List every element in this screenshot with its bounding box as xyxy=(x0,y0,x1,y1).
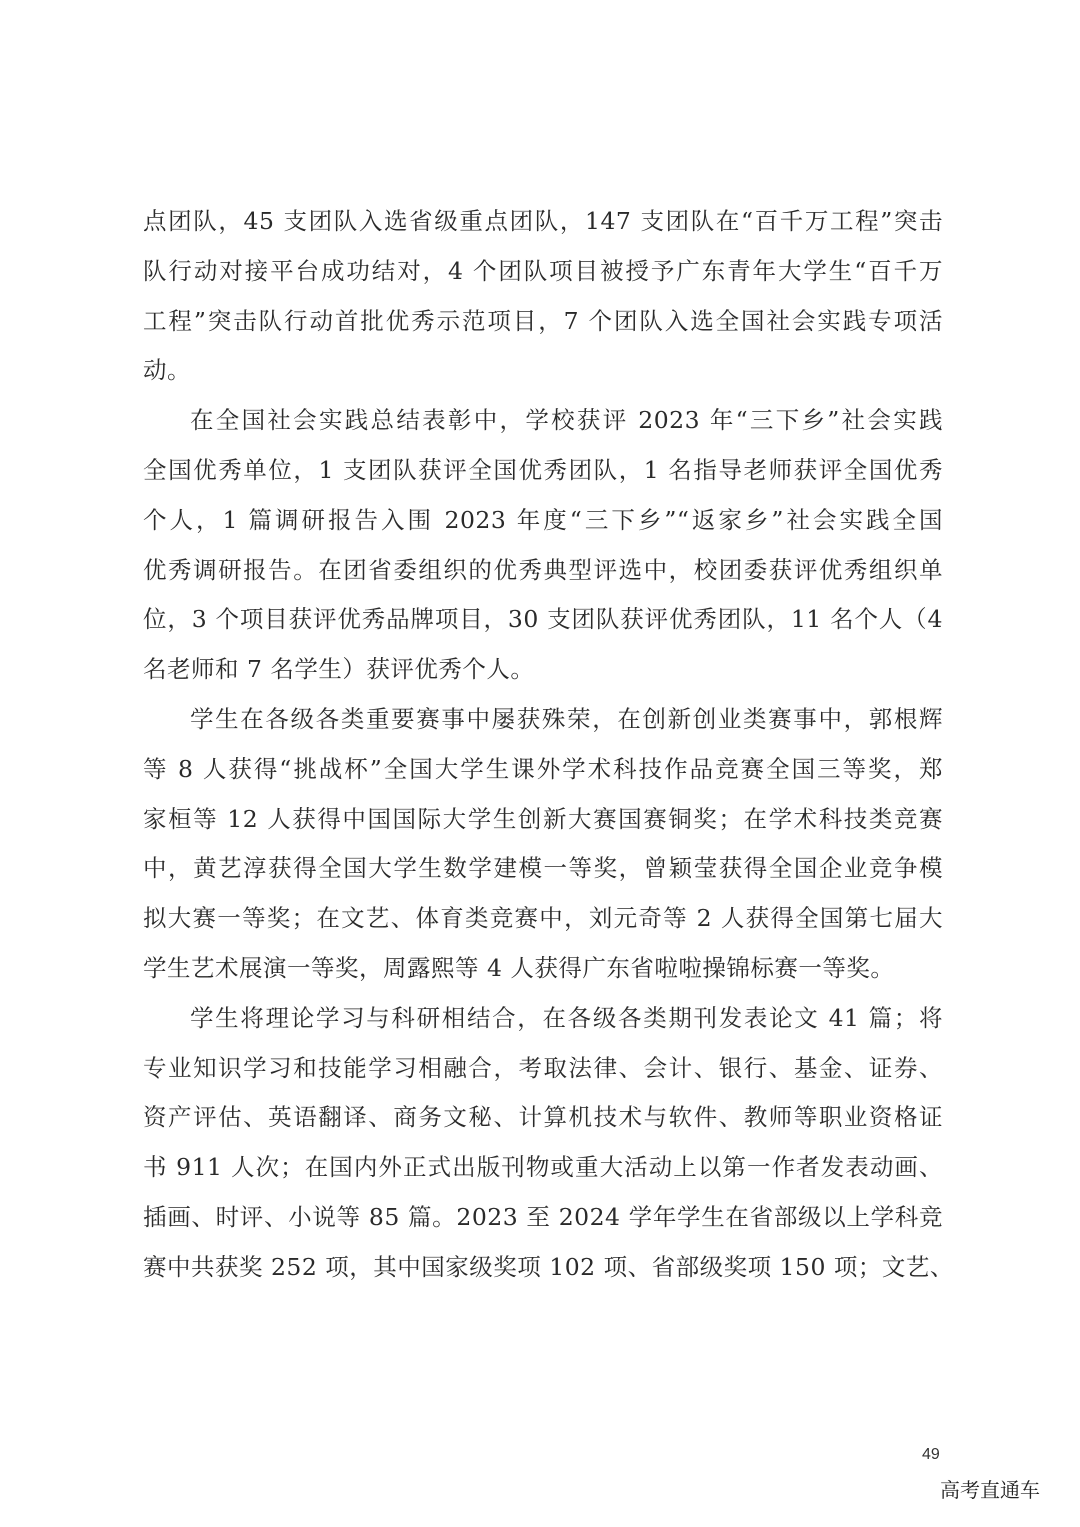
text-line: 动。 xyxy=(143,356,191,385)
text-line: 学生将理论学习与科研相结合，在各级各类期刊发表论文 41 篇；将 xyxy=(190,1003,943,1032)
paragraph xyxy=(143,197,943,396)
text-line: 赛中共获奖 252 项，其中国家级奖项 102 项、省部级奖项 150 项；文艺、 xyxy=(143,1252,954,1281)
text-line: 队行动对接平台成功结对，4 个团队项目被授予广东青年大学生“百千万 xyxy=(143,256,943,285)
paragraph xyxy=(143,695,943,994)
text-line: 专业知识学习和技能学习相融合，考取法律、会计、银行、基金、证券、 xyxy=(143,1053,943,1082)
text-line: 书 911 人次；在国内外正式出版刊物或重大活动上以第一作者发表动画、 xyxy=(143,1153,943,1182)
watermark-text: 高考直通车 xyxy=(940,1478,1040,1502)
text-line: 学生艺术展演一等奖，周露熙等 4 人获得广东省啦啦操锦标赛一等奖。 xyxy=(143,953,895,982)
text-line: 拟大赛一等奖；在文艺、体育类竞赛中，刘元奇等 2 人获得全国第七届大 xyxy=(143,904,943,933)
text-line: 全国优秀单位，1 支团队获评全国优秀团队，1 名指导老师获评全国优秀 xyxy=(143,455,943,484)
text-line: 插画、时评、小说等 85 篇。2023 至 2024 学年学生在省部级以上学科竞 xyxy=(143,1202,943,1231)
document-body xyxy=(143,197,954,1293)
text-line: 优秀调研报告。在团省委组织的优秀典型评选中，校团委获评优秀组织单 xyxy=(143,555,943,584)
paragraph xyxy=(143,994,954,1293)
text-line: 工程”突击队行动首批优秀示范项目，7 个团队入选全国社会实践专项活 xyxy=(143,306,943,335)
paragraph xyxy=(143,396,943,695)
text-line: 家桓等 12 人获得中国国际大学生创新大赛国赛铜奖；在学术科技类竞赛 xyxy=(143,804,943,833)
text-line: 点团队，45 支团队入选省级重点团队，147 支团队在“百千万工程”突击 xyxy=(143,207,943,235)
text-line: 资产评估、英语翻译、商务文秘、计算机技术与软件、教师等职业资格证 xyxy=(143,1103,943,1132)
text-line: 在全国社会实践总结表彰中，学校获评 2023 年“三下乡”社会实践 xyxy=(190,406,943,435)
text-line: 学生在各级各类重要赛事中屡获殊荣，在创新创业类赛事中，郭根辉 xyxy=(190,704,943,733)
text-line: 个人，1 篇调研报告入围 2023 年度“三下乡”“返家乡”社会实践全国 xyxy=(143,505,943,534)
text-line: 等 8 人获得“挑战杯”全国大学生课外学术科技作品竞赛全国三等奖，郑 xyxy=(143,754,943,783)
text-line: 中，黄艺淳获得全国大学生数学建模一等奖，曾颖莹获得全国企业竞争模 xyxy=(143,854,943,883)
text-line: 位，3 个项目获评优秀品牌项目，30 支团队获评优秀团队，11 名个人（4 xyxy=(143,605,943,634)
text-line: 名老师和 7 名学生）获评优秀个人。 xyxy=(143,655,535,684)
page-number: 49 xyxy=(922,1446,940,1463)
